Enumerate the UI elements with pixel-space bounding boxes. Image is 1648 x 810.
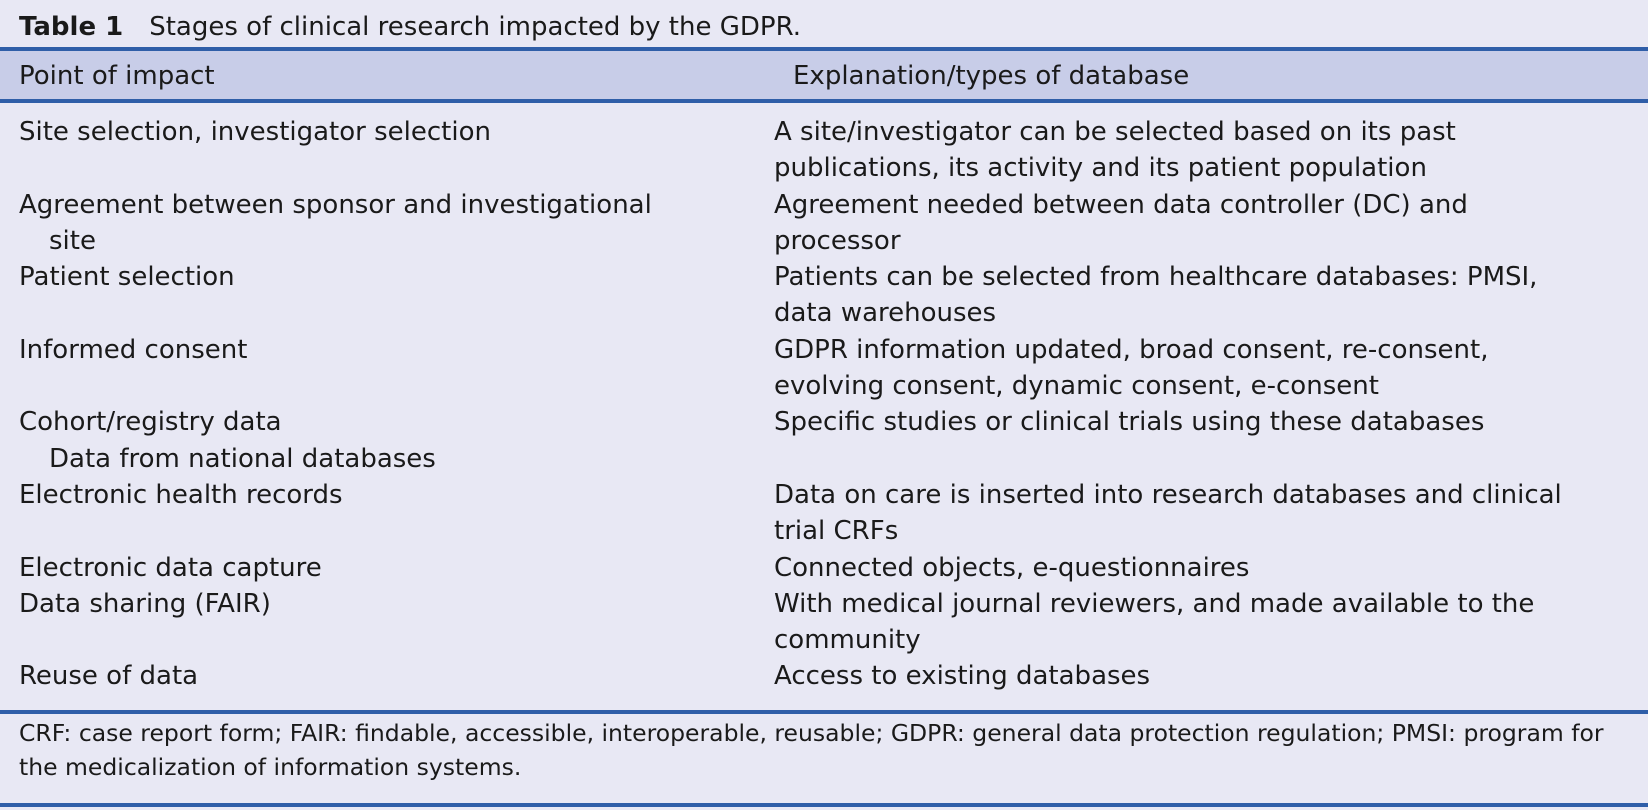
cell-line: A site/investigator can be selected based on its past: [774, 117, 1456, 147]
cell-line: Site selection, investigator selection: [19, 117, 491, 147]
explanation-cell: [774, 187, 1648, 260]
cell-line: site: [49, 225, 96, 256]
cell-line: Data from national databases: [49, 443, 436, 474]
cell-line: Electronic health records: [19, 479, 343, 510]
table-row: [0, 114, 1648, 187]
cell-line: Informed consent: [19, 334, 248, 365]
table-caption-label: Table 1: [19, 12, 124, 42]
table-row: [0, 550, 1648, 586]
point-of-impact-cell: [0, 404, 774, 477]
header-explanation: Explanation/types of database: [793, 61, 1190, 91]
cell-line: With medical journal reviewers, and made available to the: [774, 588, 1535, 619]
cell-line: Specific studies or clinical trials using these databases: [774, 407, 1485, 438]
cell-line: publications, its activity and its patient population: [774, 153, 1427, 184]
bottom-rule: [0, 803, 1648, 807]
point-of-impact-cell: [0, 259, 774, 332]
table-row: [0, 658, 1648, 694]
table-row: [0, 332, 1648, 405]
table-footnote: CRF: case report form; FAIR: findable, accessible, interoperable, reusable; GDPR: general data protection regulation; PMSI: program for the medicalization of information systems.: [19, 719, 1604, 781]
table-caption-text: Stages of clinical research impacted by the GDPR.: [149, 12, 801, 42]
cell-line: Connected objects, e-questionnaires: [774, 552, 1250, 583]
table-row: [0, 404, 1648, 477]
table-body: [0, 114, 1648, 695]
header-point-of-impact: Point of impact: [19, 61, 215, 91]
table-caption: [19, 8, 801, 46]
explanation-cell: [774, 114, 1648, 187]
cell-line: Patient selection: [19, 262, 235, 293]
table-row: [0, 259, 1648, 332]
cell-line: community: [774, 625, 921, 656]
table-row: [0, 187, 1648, 260]
header-bottom-rule: [0, 99, 1648, 103]
point-of-impact-cell: [0, 550, 774, 586]
explanation-cell: [774, 404, 1648, 477]
cell-line: Access to existing databases: [774, 661, 1151, 692]
point-of-impact-cell: [0, 658, 774, 694]
cell-line: data warehouses: [774, 298, 997, 329]
point-of-impact-cell: [0, 477, 774, 550]
table-row: [0, 586, 1648, 659]
cell-line: Data on care is inserted into research databases and clinical: [774, 479, 1562, 510]
cell-line: GDPR information updated, broad consent, re-consent,: [774, 334, 1489, 365]
explanation-cell: [774, 477, 1648, 550]
point-of-impact-cell: [0, 187, 774, 260]
cell-line: Electronic data capture: [19, 552, 322, 583]
explanation-cell: [774, 586, 1648, 659]
table-row: [0, 477, 1648, 550]
explanation-cell: [774, 658, 1648, 694]
point-of-impact-cell: [0, 586, 774, 659]
cell-line: trial CRFs: [774, 516, 899, 547]
point-of-impact-cell: [0, 114, 774, 187]
cell-line: evolving consent, dynamic consent, e-consent: [774, 371, 1379, 402]
explanation-cell: [774, 259, 1648, 332]
cell-line: processor: [774, 225, 901, 256]
cell-line: Data sharing (FAIR): [19, 588, 271, 619]
cell-line: Agreement needed between data controller (DC) and: [774, 189, 1468, 220]
cell-line: Agreement between sponsor and investigational: [19, 189, 652, 220]
cell-line: Patients can be selected from healthcare databases: PMSI,: [774, 262, 1538, 293]
explanation-cell: [774, 550, 1648, 586]
point-of-impact-cell: [0, 332, 774, 405]
cell-line: Reuse of data: [19, 661, 199, 692]
body-bottom-rule: [0, 710, 1648, 714]
explanation-cell: [774, 332, 1648, 405]
cell-line: Cohort/registry data: [19, 407, 282, 438]
